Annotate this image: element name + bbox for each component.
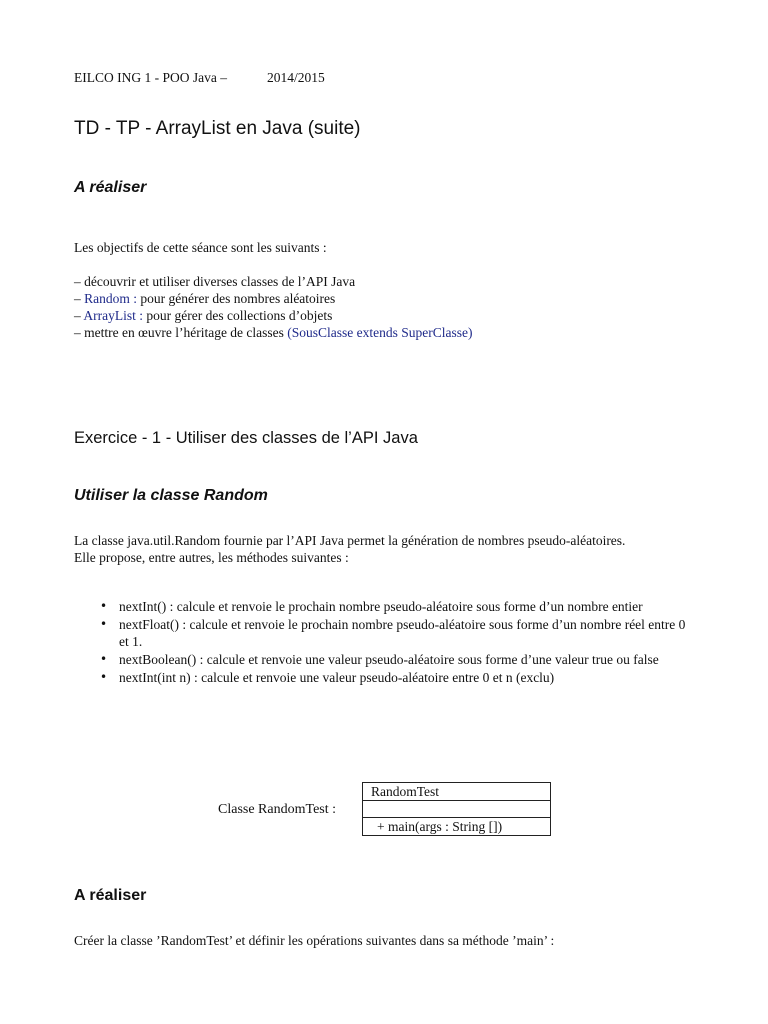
random-description	[74, 532, 674, 566]
exercise-title: Exercice - 1 - Utiliser des classes de l’API Java	[74, 429, 418, 447]
section-heading-a-realiser-2: A réaliser	[74, 887, 147, 904]
objective-text: –	[74, 291, 85, 306]
objective-item	[74, 290, 473, 307]
objective-highlight: Random :	[84, 291, 137, 306]
document-header	[74, 69, 325, 86]
method-item: • nextFloat() : calcule et renvoie le prochain nombre pseudo-aléatoire sous forme d’un nombre réel entre 0 et 1.	[100, 616, 690, 650]
objectives-list	[74, 273, 473, 341]
objective-highlight: (SousClasse extends SuperClasse)	[287, 325, 473, 340]
methods-list	[100, 598, 690, 687]
objective-highlight: ArrayList :	[83, 308, 144, 323]
uml-attributes	[363, 801, 550, 818]
objective-item	[74, 324, 473, 341]
objective-item	[74, 307, 473, 324]
random-description-line: La classe java.util.Random fournie par l’API Java permet la génération de nombres pseudo-aléatoires.	[74, 533, 626, 548]
objective-text: – mettre en œuvre l’héritage de classes	[74, 325, 288, 340]
method-item: • nextInt() : calcule et renvoie le prochain nombre pseudo-aléatoire sous forme d’un nombre entier	[100, 598, 690, 615]
document-title: TD - TP - ArrayList en Java (suite)	[74, 118, 361, 139]
method-item: • nextBoolean() : calcule et renvoie une valeur pseudo-aléatoire sous forme d’une valeur true ou false	[100, 651, 690, 668]
section-heading-random: Utiliser la classe Random	[74, 487, 268, 504]
header-year: 2014/2015	[266, 70, 325, 85]
objective-text: pour générer des nombres aléatoires	[137, 291, 336, 306]
objective-item	[74, 273, 473, 290]
intro-paragraph: Les objectifs de cette séance sont les suivants :	[74, 240, 327, 255]
objective-text: – découvrir et utiliser diverses classes de l’API Java	[74, 274, 356, 289]
objective-text: pour gérer des collections d’objets	[143, 308, 333, 323]
create-instruction: Créer la classe ’RandomTest’ et définir les opérations suivantes dans sa méthode ’main’ :	[74, 933, 555, 948]
uml-operation: + main(args : String [])	[377, 819, 503, 834]
uml-class-diagram	[362, 782, 551, 836]
objective-text: –	[74, 308, 84, 323]
section-heading-a-realiser: A réaliser	[74, 179, 147, 196]
uml-caption: Classe RandomTest :	[218, 802, 337, 817]
header-course: EILCO ING 1 - POO Java –	[74, 70, 227, 85]
uml-class-name: RandomTest	[363, 783, 550, 801]
random-description-line: Elle propose, entre autres, les méthodes suivantes :	[74, 550, 349, 565]
method-item: • nextInt(int n) : calcule et renvoie une valeur pseudo-aléatoire entre 0 et n (exclu)	[100, 669, 690, 686]
